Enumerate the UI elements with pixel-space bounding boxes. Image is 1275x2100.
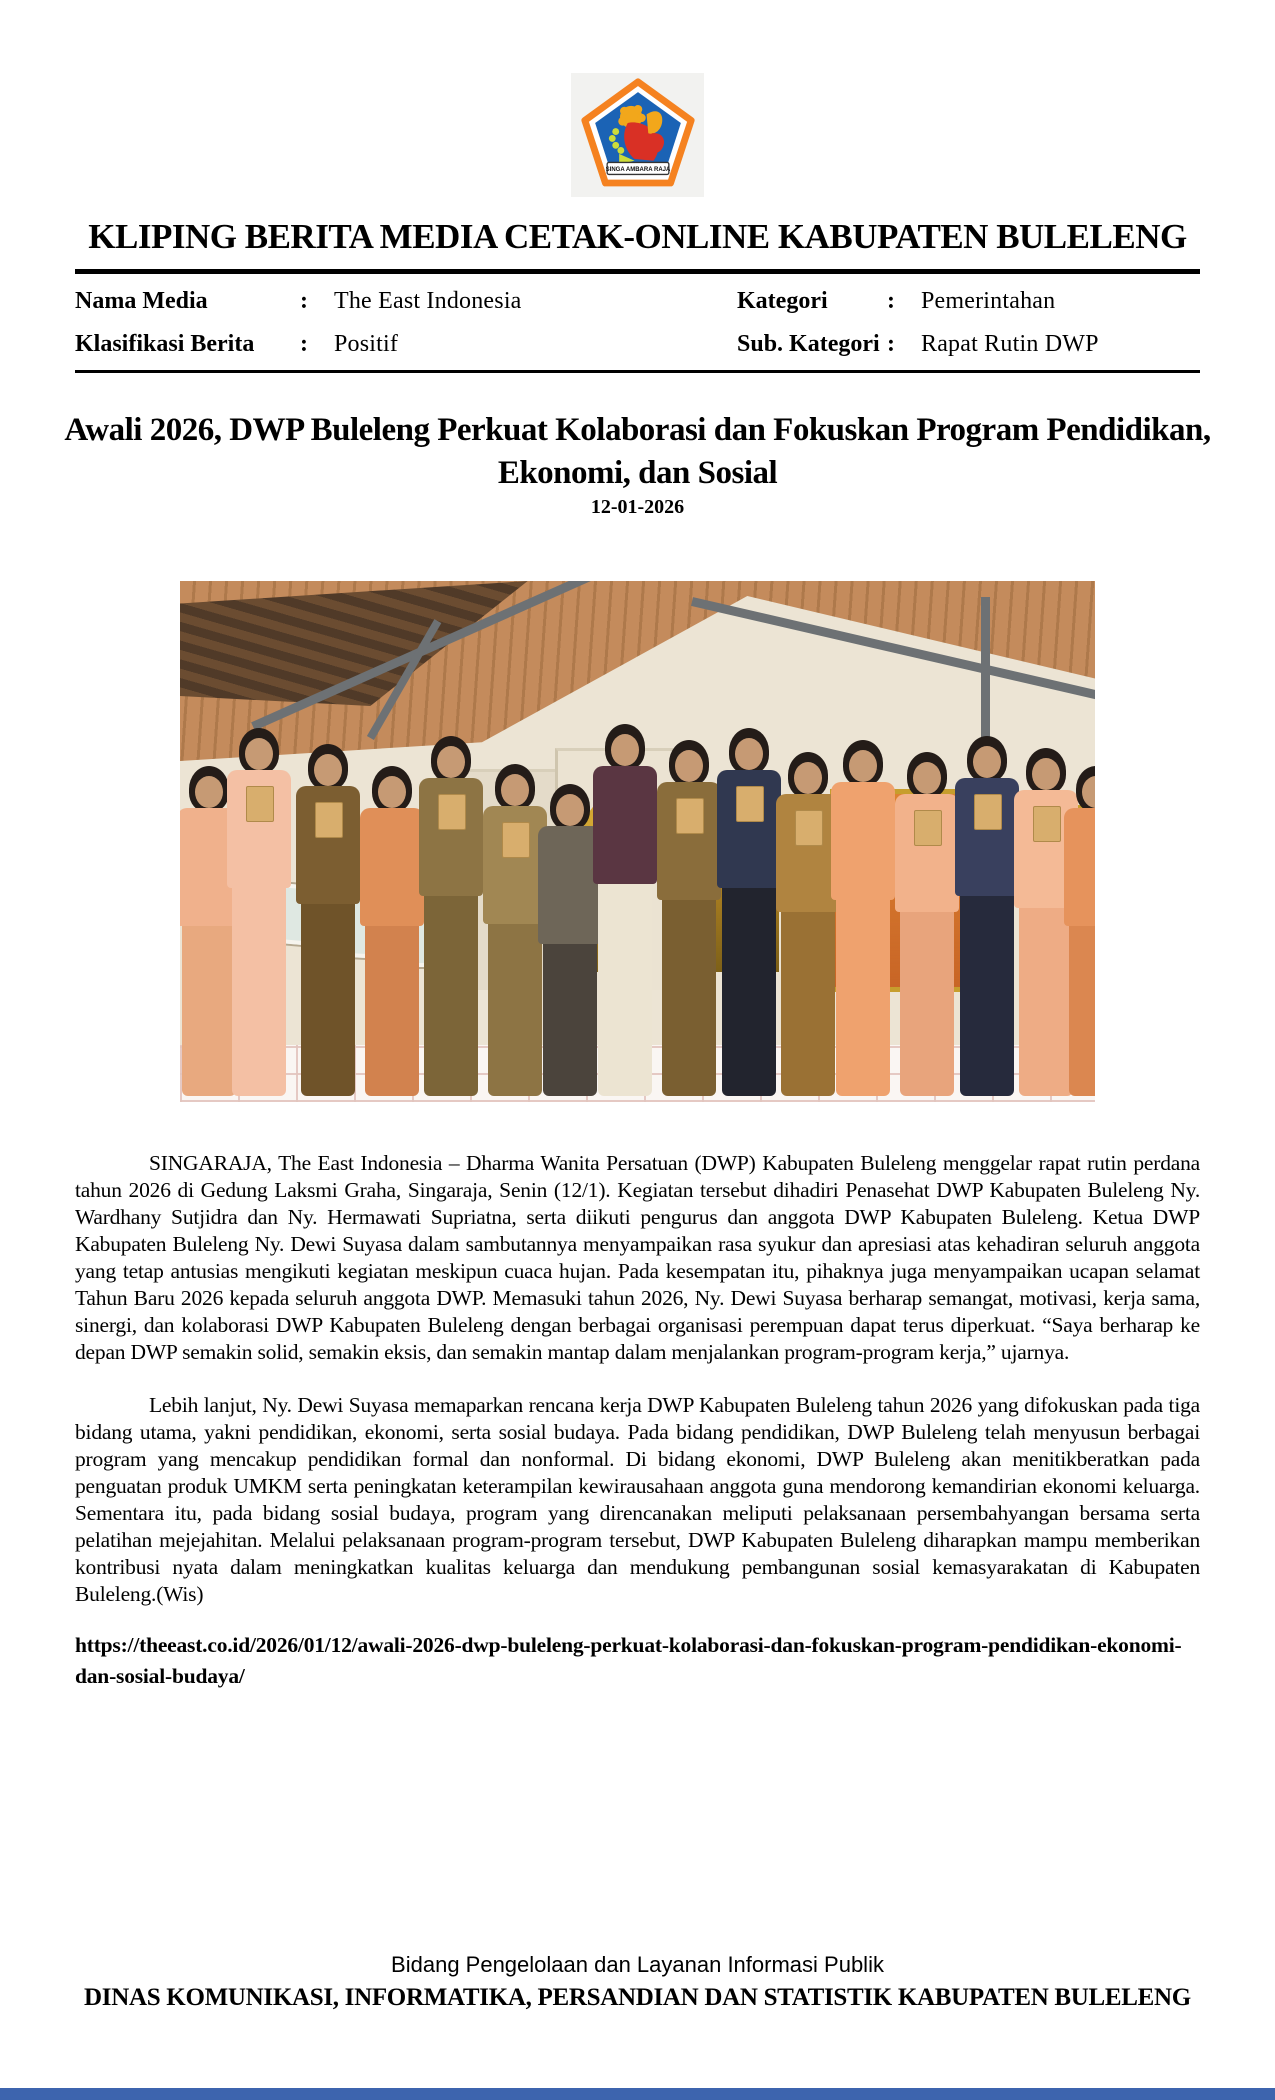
logo-banner-text: SINGA AMBARA RAJA bbox=[605, 167, 670, 173]
photo-person bbox=[1058, 766, 1095, 1096]
kategori-label: Kategori bbox=[737, 288, 828, 314]
footer-department: Bidang Pengelolaan dan Layanan Informasi Publik bbox=[391, 1952, 884, 1977]
sub-kategori-value: Rapat Rutin DWP bbox=[921, 331, 1099, 357]
buleleng-logo bbox=[571, 73, 704, 197]
klasifikasi-label: Klasifikasi Berita bbox=[75, 331, 255, 357]
envelope bbox=[795, 810, 823, 846]
article-paragraph: Lebih lanjut, Ny. Dewi Suyasa memaparkan rencana kerja DWP Kabupaten Buleleng tahun 2026 yang difokuskan pada tiga bidang utama, yakni pendidikan, ekonomi, serta sosial budaya. Pada bidang pendidikan, DWP Buleleng telah menyusun berbagai program yang mencakup pendidikan formal dan nonformal. Di bidang ekonomi, DWP Buleleng akan menitikberatkan pada penguatan produk UMKM serta peningkatan keterampilan kewirausahaan anggota guna mendorong kemandirian ekonomi keluarga. Sementara itu, pada bidang sosial budaya, program yang direncanakan meliputi pelaksanaan persembahyangan bersama serta pelatihan mejejahitan. Melalui pelaksanaan program-program tersebut, DWP Kabupaten Buleleng diharapkan mampu memberikan kontribusi nyata dalam meningkatkan kualitas keluarga dan mendukung pembangunan sosial kemasyarakatan di Kabupaten Buleleng.(Wis) bbox=[75, 1393, 1200, 1606]
klasifikasi-value: Positif bbox=[334, 331, 399, 357]
colon: : bbox=[887, 288, 895, 314]
article-photo bbox=[180, 581, 1095, 1102]
photo-person bbox=[221, 728, 297, 1096]
nama-media-label: Nama Media bbox=[75, 288, 208, 314]
article-paragraph: SINGARAJA, The East Indonesia – Dharma Wanita Persatuan (DWP) Kabupaten Buleleng menggelar rapat rutin perdana tahun 2026 di Gedung Laksmi Graha, Singaraja, Senin (12/1). Kegiatan tersebut dihadiri Penasehat DWP Kabupaten Buleleng Ny. Wardhany Sutjidra dan Ny. Hermawati Supriatna, serta diikuti pengurus dan anggota DWP Kabupaten Buleleng. Ketua DWP Kabupaten Buleleng Ny. Dewi Suyasa dalam sambutannya menyampaikan rasa syukur dan apresiasi atas kehadiran seluruh anggota yang tetap antusias mengikuti kegiatan meskipun cuaca hujan. Pada kesempatan itu, pihaknya juga menyampaikan ucapan selamat Tahun Baru 2026 kepada seluruh anggota DWP. Memasuki tahun 2026, Ny. Dewi Suyasa berharap semangat, motivasi, kerja sama, sinergi, dan kolaborasi DWP Kabupaten Buleleng dengan berbagai organisasi perempuan dapat terus diperkuat. “Saya berharap ke depan DWP semakin solid, semakin eksis, dan semakin mantap dalam menjalankan program-program kerja,” ujarnya. bbox=[75, 1151, 1200, 1364]
nama-media-value: The East Indonesia bbox=[334, 288, 522, 314]
article-source-url[interactable]: https://theeast.co.id/2026/01/12/awali-2026-dwp-buleleng-perkuat-kolaborasi-dan-fokuskan-program-pendidikan-ekonomi-dan-sosial-budaya/ bbox=[75, 1633, 1182, 1688]
envelope bbox=[676, 798, 704, 834]
page-footer bbox=[0, 1952, 1275, 2014]
envelope bbox=[315, 802, 343, 838]
meta-row-2 bbox=[75, 323, 1200, 366]
article-date: 12-01-2026 bbox=[590, 496, 685, 518]
envelope bbox=[914, 810, 942, 846]
envelope bbox=[246, 786, 274, 822]
colon: : bbox=[300, 331, 308, 357]
footer-agency: DINAS KOMUNIKASI, INFORMATIKA, PERSANDIAN DAN STATISTIK KABUPATEN BULELENG bbox=[84, 1984, 1191, 2011]
envelope bbox=[438, 794, 466, 830]
envelope bbox=[502, 822, 530, 858]
colon: : bbox=[887, 331, 895, 357]
singa-ambara-raja-icon bbox=[578, 76, 698, 194]
kategori-value: Pemerintahan bbox=[921, 288, 1056, 314]
page-title: KLIPING BERITA MEDIA CETAK-ONLINE KABUPATEN BULELENG bbox=[88, 217, 1187, 256]
colon: : bbox=[300, 288, 308, 314]
envelope bbox=[974, 794, 1002, 830]
footer-accent-bar bbox=[0, 2088, 1275, 2100]
article-title: Awali 2026, DWP Buleleng Perkuat Kolaborasi dan Fokuskan Program Pendidikan, Ekonomi, dan Sosial bbox=[64, 412, 1211, 491]
envelope bbox=[1033, 806, 1061, 842]
sub-kategori-label: Sub. Kategori bbox=[737, 331, 880, 357]
meta-table bbox=[75, 274, 1200, 366]
article-body bbox=[75, 1150, 1200, 1608]
meta-row-1 bbox=[75, 280, 1200, 323]
envelope bbox=[736, 786, 764, 822]
meta-divider bbox=[75, 370, 1200, 373]
